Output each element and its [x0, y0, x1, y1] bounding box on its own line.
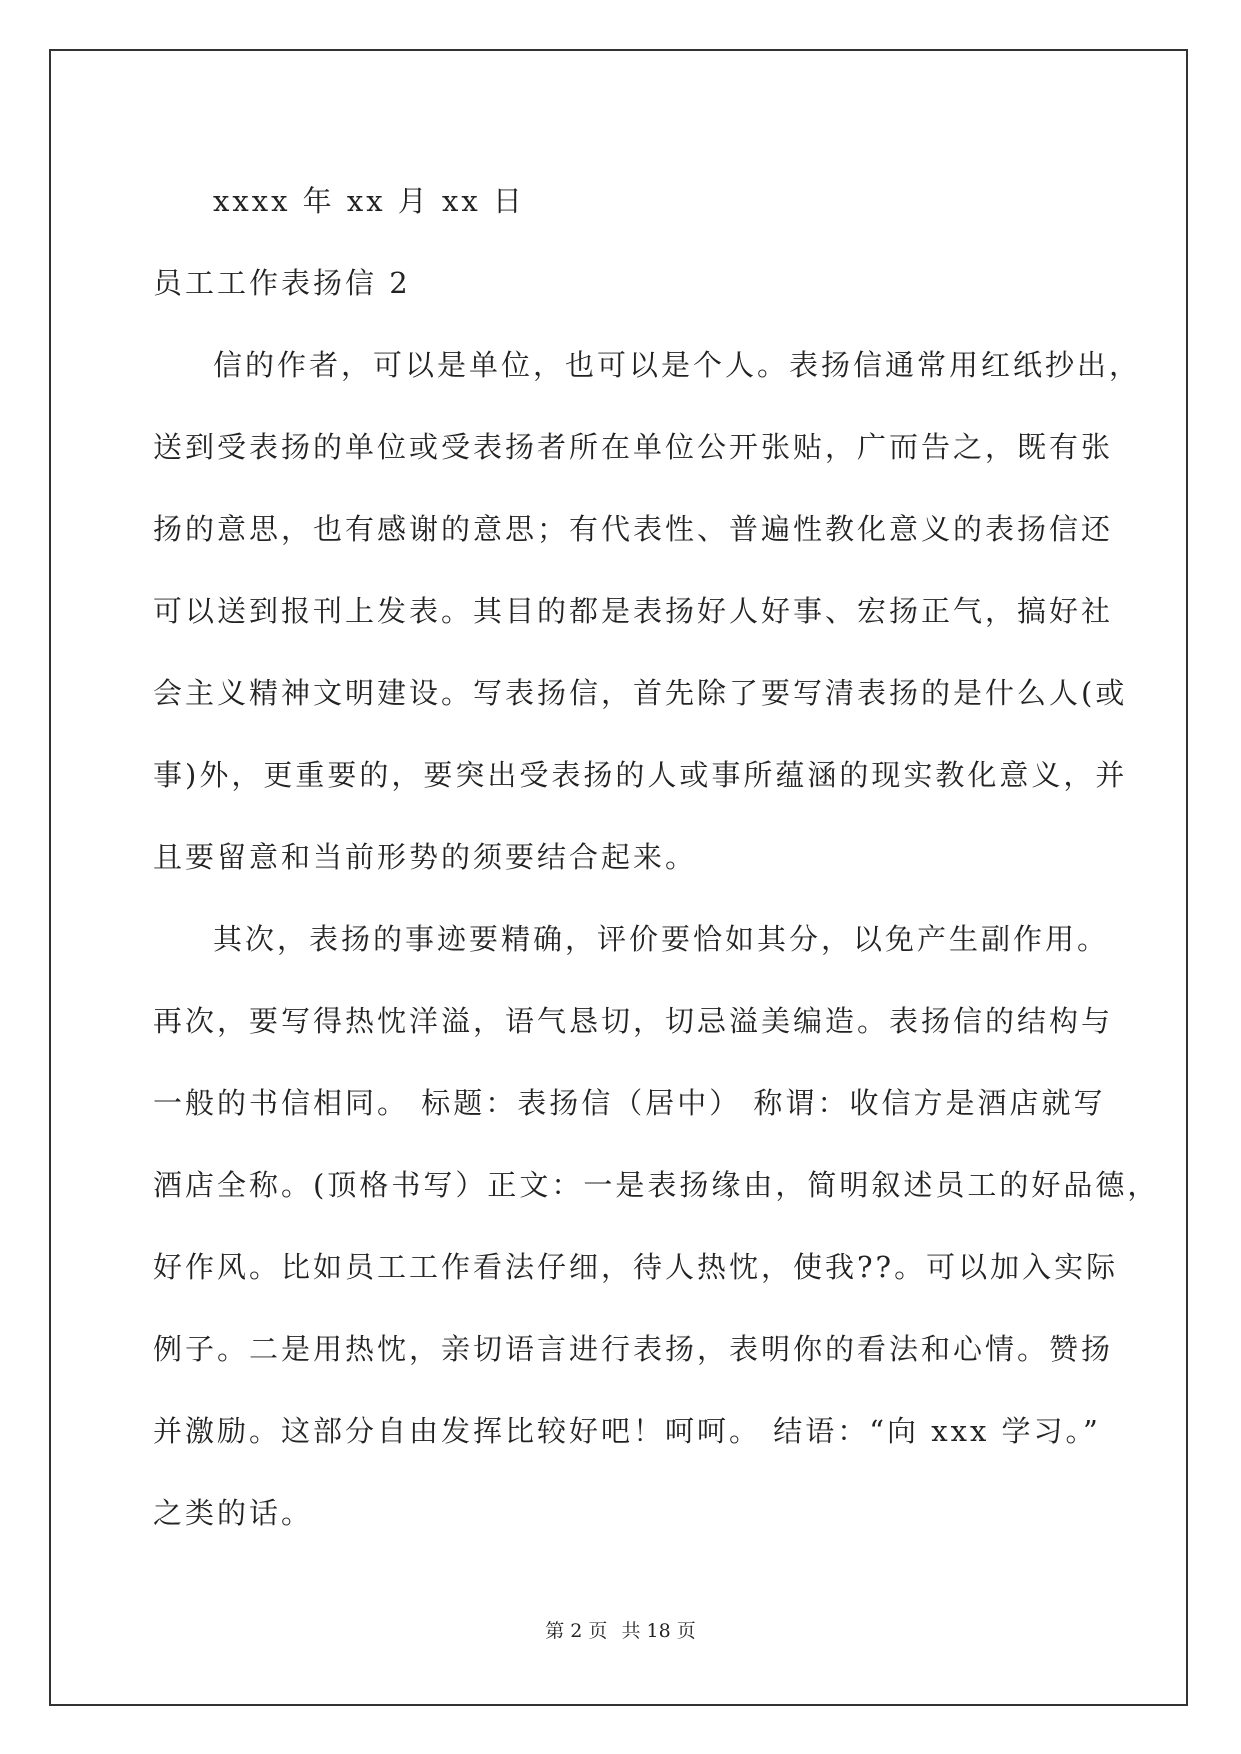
paragraph-line: 一般的书信相同。 标题：表扬信（居中） 称谓：收信方是酒店就写: [153, 1086, 1106, 1120]
paragraph-line: 之类的话。: [153, 1496, 314, 1530]
paragraph-line: 例子。二是用热忱，亲切语言进行表扬，表明你的看法和心情。赞扬: [153, 1332, 1114, 1366]
paragraph-line: 可以送到报刊上发表。其目的都是表扬好人好事、宏扬正气，搞好社: [153, 594, 1114, 628]
date-line: xxxx 年 xx 月 xx 日: [213, 184, 525, 218]
paragraph-line: 其次，表扬的事迹要精确，评价要恰如其分，以免产生副作用。: [213, 922, 1110, 956]
paragraph-line: 且要留意和当前形势的须要结合起来。: [153, 840, 698, 874]
section-title: 员工工作表扬信 2: [153, 266, 411, 300]
paragraph-line: 信的作者，可以是单位，也可以是个人。表扬信通常用红纸抄出，: [213, 348, 1142, 382]
paragraph-line: 事)外，更重要的，要突出受表扬的人或事所蕴涵的现实教化意义，并: [153, 758, 1128, 792]
paragraph-line: 酒店全称。(顶格书写）正文：一是表扬缘由，简明叙述员工的好品德，: [153, 1168, 1160, 1202]
paragraph-line: 会主义精神文明建设。写表扬信，首先除了要写清表扬的是什么人(或: [153, 676, 1128, 710]
document-body: [153, 160, 1160, 1554]
paragraph-line: 送到受表扬的单位或受表扬者所在单位公开张贴，广而告之，既有张: [153, 430, 1114, 464]
paragraph-line: 好作风。比如员工工作看法仔细，待人热忱，使我??。可以加入实际: [153, 1250, 1119, 1284]
paragraph-line: 扬的意思，也有感谢的意思；有代表性、普遍性教化意义的表扬信还: [153, 512, 1114, 546]
page-total: 共 18 页: [621, 1620, 696, 1642]
page-footer: [0, 1616, 1241, 1643]
paragraph-line: 并激励。这部分自由发挥比较好吧！呵呵。 结语：“向 xxx 学习。”: [153, 1414, 1101, 1448]
paragraph-2: [153, 898, 1160, 1554]
paragraph-line: 再次，要写得热忱洋溢，语气恳切，切忌溢美编造。表扬信的结构与: [153, 1004, 1114, 1038]
paragraph-1: [153, 324, 1142, 898]
page-number: 第 2 页: [545, 1620, 608, 1642]
